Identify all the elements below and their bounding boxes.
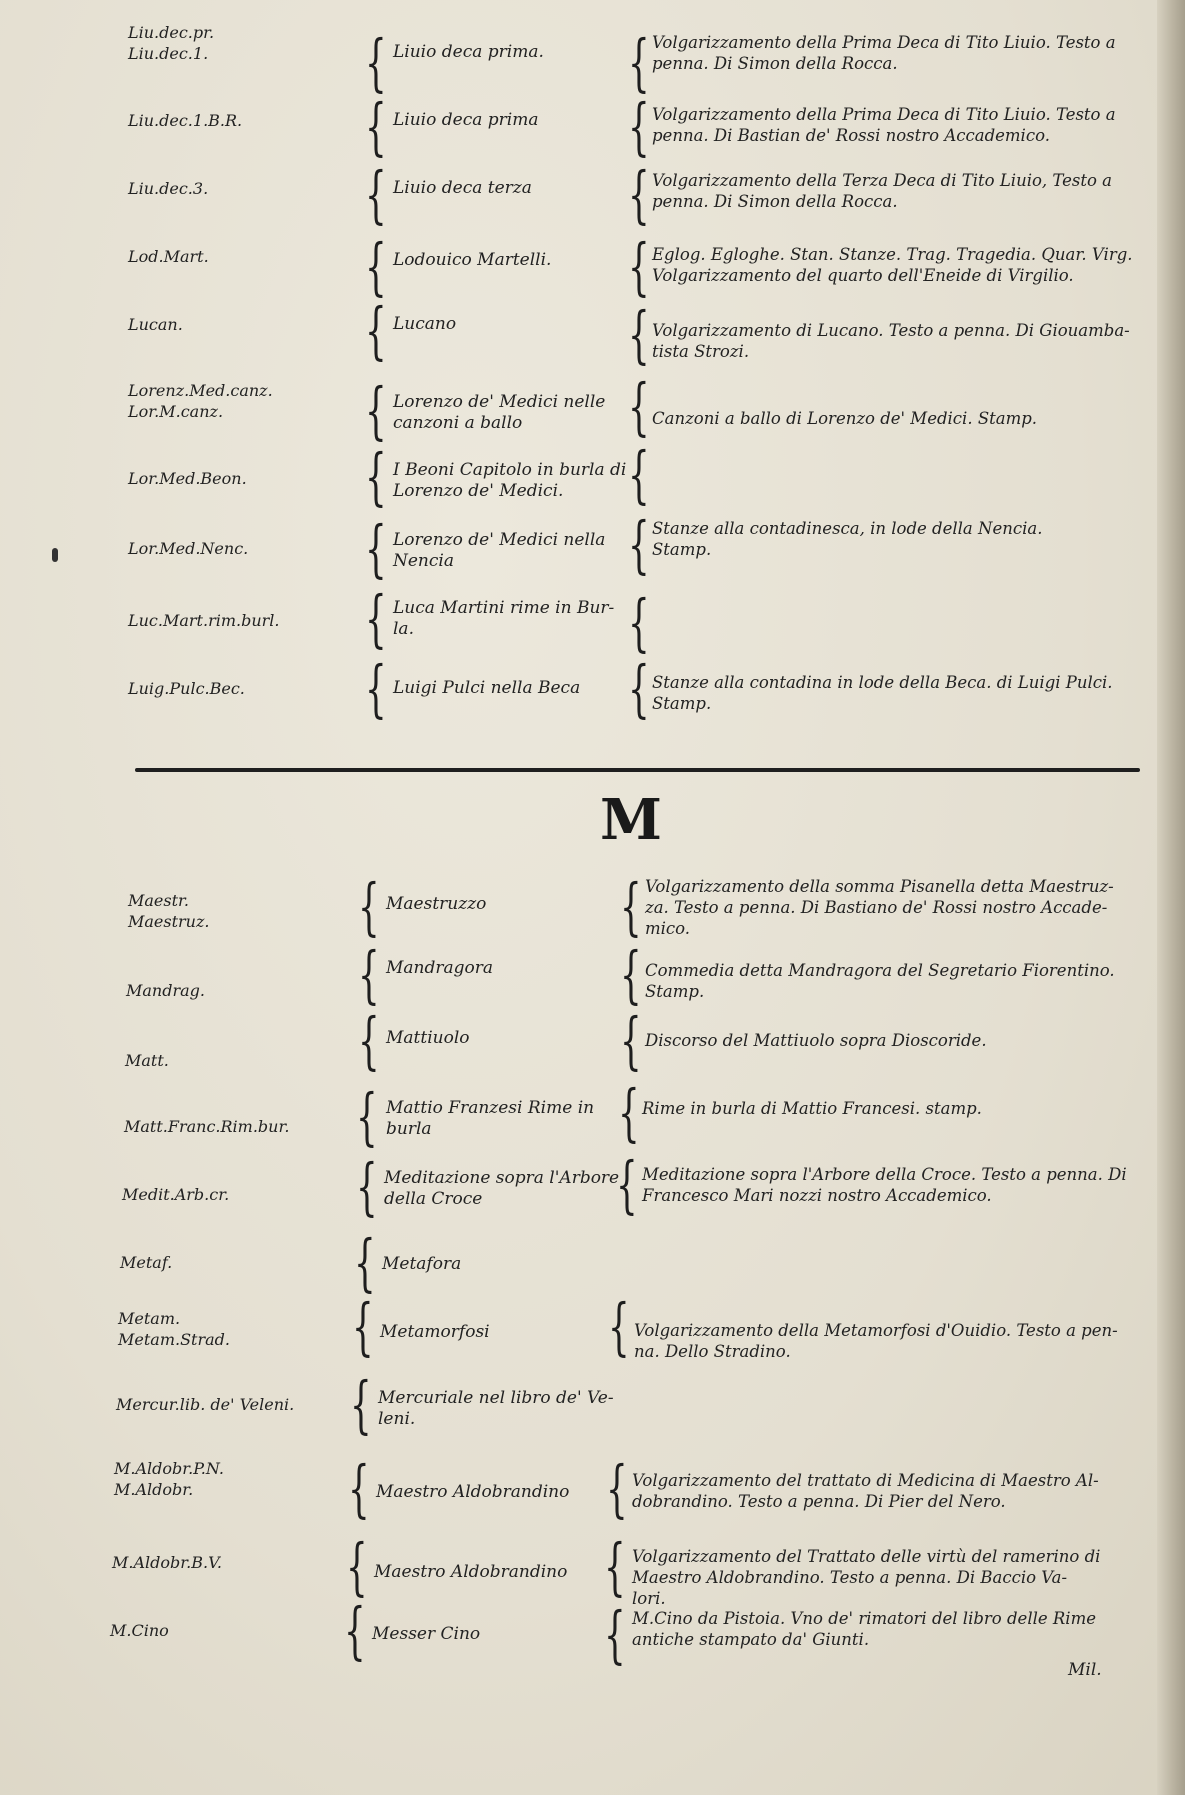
entry-title: Luca Martini rime in Bur- la. — [393, 598, 615, 639]
brace-icon: { — [365, 294, 387, 367]
brace-icon: { — [604, 1530, 626, 1603]
brace-icon: { — [348, 1452, 370, 1525]
entry-description: Stanze alla contadinesca, in lode della Nencia. Stamp. — [652, 519, 1043, 559]
catchword: Mil. — [1068, 1660, 1102, 1680]
entry-abbreviation: Lucan. — [128, 315, 183, 334]
brace-icon: { — [365, 230, 387, 303]
brace-icon: { — [365, 512, 387, 585]
brace-icon: { — [628, 652, 650, 725]
brace-icon: { — [628, 90, 650, 163]
entry-title: Liuio deca prima. — [393, 42, 544, 62]
entry-description: Volgarizzamento del Trattato delle virtù del ramerino di Maestro Aldobrandino. Testo a penna. Di Baccio Va- lori. — [632, 1547, 1101, 1608]
entry-title: Liuio deca prima — [393, 110, 539, 130]
entry-abbreviation: M.Cino — [110, 1621, 169, 1640]
entry-abbreviation: Liu.dec.1.B.R. — [128, 111, 243, 130]
section-divider — [135, 768, 1140, 772]
entry-description: Volgarizzamento della Prima Deca di Tito Liuio. Testo a penna. Di Bastian de' Rossi nostro Accademico. — [652, 105, 1116, 145]
brace-icon: { — [628, 298, 650, 371]
brace-icon: { — [628, 370, 650, 443]
brace-icon: { — [352, 1290, 374, 1363]
entry-abbreviation: Matt. — [125, 1051, 169, 1070]
brace-icon: { — [354, 1226, 376, 1299]
entry-abbreviation: Lor.Med.Nenc. — [128, 539, 249, 558]
entry-abbreviation: M.Aldobr.B.V. — [112, 1553, 222, 1572]
entry-abbreviation: Matt.Franc.Rim.bur. — [124, 1117, 290, 1136]
entry-title: Lodouico Martelli. — [393, 250, 552, 270]
brace-icon: { — [618, 1076, 640, 1149]
brace-icon: { — [365, 158, 387, 231]
entry-abbreviation: Metam. Metam.Strad. — [118, 1309, 230, 1349]
entry-title: Metamorfosi — [380, 1322, 490, 1342]
entry-title: Maestro Aldobrandino — [376, 1482, 570, 1502]
brace-icon: { — [620, 1004, 642, 1077]
brace-icon: { — [365, 374, 387, 447]
brace-icon: { — [358, 938, 380, 1011]
brace-icon: { — [628, 508, 650, 581]
entry-title: Maestruzzo — [386, 894, 487, 914]
brace-icon: { — [606, 1452, 628, 1525]
brace-icon: { — [628, 230, 650, 303]
brace-icon: { — [628, 26, 650, 99]
entry-description: Canzoni a ballo di Lorenzo de' Medici. Stamp. — [652, 409, 1038, 428]
brace-icon: { — [628, 438, 650, 511]
entry-abbreviation: Metaf. — [120, 1253, 173, 1272]
entry-description: Meditazione sopra l'Arbore della Croce. Testo a penna. Di Francesco Mari nozzi nostro Accademico. — [642, 1165, 1127, 1205]
entry-title: Liuio deca terza — [393, 178, 532, 198]
entry-title: Lorenzo de' Medici nella Nencia — [393, 530, 606, 571]
brace-icon: { — [616, 1148, 638, 1221]
entry-title: Mattiuolo — [386, 1028, 470, 1048]
entry-title: Messer Cino — [372, 1624, 481, 1644]
brace-icon: { — [608, 1290, 630, 1363]
brace-icon: { — [344, 1594, 366, 1667]
entry-abbreviation: Mandrag. — [126, 981, 205, 1000]
brace-icon: { — [365, 440, 387, 513]
brace-icon: { — [365, 90, 387, 163]
entry-description: Discorso del Mattiuolo sopra Dioscoride. — [645, 1031, 987, 1050]
entry-title: Lucano — [393, 314, 457, 334]
entry-description: Eglog. Egloghe. Stan. Stanze. Trag. Tragedia. Quar. Virg. Volgarizzamento del quarto dell'Eneide di Virgilio. — [652, 245, 1133, 285]
page-edge — [1157, 0, 1185, 1795]
brace-icon: { — [365, 652, 387, 725]
entry-title: I Beoni Capitolo in burla di Lorenzo de' Medici. — [393, 460, 627, 501]
entry-title: Luigi Pulci nella Beca — [393, 678, 581, 698]
brace-icon: { — [358, 1004, 380, 1077]
entry-abbreviation: Liu.dec.3. — [128, 179, 209, 198]
brace-icon: { — [365, 26, 387, 99]
entry-description: M.Cino da Pistoia. Vno de' rimatori del libro delle Rime antiche stampato da' Giunti. — [632, 1609, 1096, 1649]
entry-abbreviation: Luig.Pulc.Bec. — [128, 679, 245, 698]
entry-abbreviation: Lod.Mart. — [128, 247, 209, 266]
entry-description: Stanze alla contadina in lode della Beca. di Luigi Pulci. Stamp. — [652, 673, 1113, 713]
entry-title: Metafora — [382, 1254, 462, 1274]
entry-title: Maestro Aldobrandino — [374, 1562, 568, 1582]
entry-abbreviation: Medit.Arb.cr. — [122, 1185, 230, 1204]
entry-description: Volgarizzamento del trattato di Medicina di Maestro Al- dobrandino. Testo a penna. Di Pier del Nero. — [632, 1471, 1099, 1511]
entry-description: Volgarizzamento di Lucano. Testo a penna. Di Giouamba- tista Strozi. — [652, 321, 1130, 361]
brace-icon: { — [365, 582, 387, 655]
brace-icon: { — [604, 1598, 626, 1671]
brace-icon: { — [628, 158, 650, 231]
entry-description: Commedia detta Mandragora del Segretario Fiorentino. Stamp. — [645, 961, 1115, 1001]
entry-abbreviation: M.Aldobr.P.N. M.Aldobr. — [114, 1459, 224, 1499]
brace-icon: { — [356, 1080, 378, 1153]
entry-description: Volgarizzamento della Terza Deca di Tito Liuio, Testo a penna. Di Simon della Rocca. — [652, 171, 1113, 211]
entry-title: Mercuriale nel libro de' Ve- leni. — [378, 1388, 614, 1429]
section-letter: M — [600, 787, 662, 853]
entry-abbreviation: Lor.Med.Beon. — [128, 469, 247, 488]
entry-title: Meditazione sopra l'Arbore della Croce — [384, 1168, 620, 1209]
brace-icon: { — [350, 1368, 372, 1441]
brace-icon: { — [346, 1530, 368, 1603]
entry-abbreviation: Maestr. Maestruz. — [128, 891, 210, 931]
entry-description: Rime in burla di Mattio Francesi. stamp. — [642, 1099, 982, 1118]
entry-title: Lorenzo de' Medici nelle canzoni a ballo — [393, 392, 606, 433]
brace-icon: { — [356, 1150, 378, 1223]
entry-title: Mattio Franzesi Rime in burla — [386, 1098, 595, 1139]
brace-icon: { — [620, 870, 642, 943]
entry-description: Volgarizzamento della Metamorfosi d'Ouidio. Testo a pen- na. Dello Stradino. — [634, 1321, 1118, 1361]
entry-abbreviation: Mercur.lib. de' Veleni. — [116, 1395, 295, 1414]
entry-description: Volgarizzamento della somma Pisanella detta Maestruz- za. Testo a penna. Di Bastiano de' Rossi nostro Accade- mico. — [645, 877, 1114, 938]
ink-mark — [52, 548, 58, 562]
entry-description: Volgarizzamento della Prima Deca di Tito Liuio. Testo a penna. Di Simon della Rocca. — [652, 33, 1116, 73]
entry-abbreviation: Luc.Mart.rim.burl. — [128, 611, 280, 630]
entry-title: Mandragora — [386, 958, 494, 978]
brace-icon: { — [358, 870, 380, 943]
entry-abbreviation: Lorenz.Med.canz. Lor.M.canz. — [128, 381, 273, 421]
entry-abbreviation: Liu.dec.pr. Liu.dec.1. — [128, 23, 215, 63]
brace-icon: { — [620, 938, 642, 1011]
brace-icon: { — [628, 586, 650, 659]
